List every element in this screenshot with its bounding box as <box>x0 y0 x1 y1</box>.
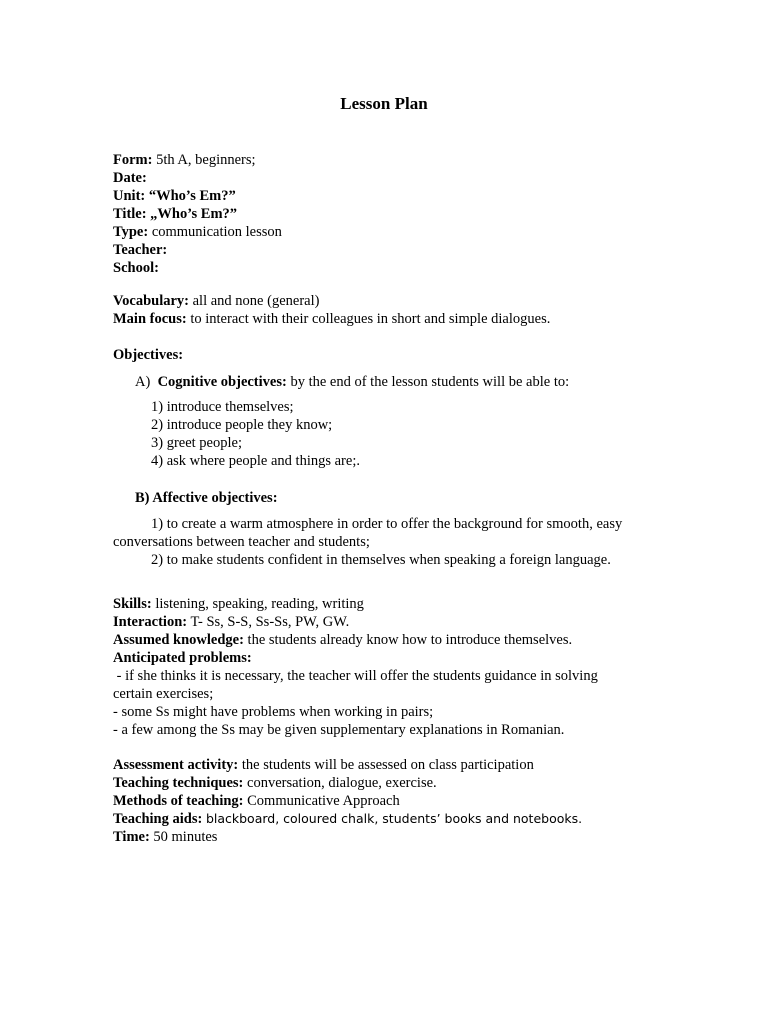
techniques-value: conversation, dialogue, exercise. <box>247 775 437 791</box>
affective-p1-line1: 1) to create a warm atmosphere in order to offer the background for smooth, easy <box>151 516 623 532</box>
assumed-knowledge-label: Assumed knowledge: <box>113 632 244 648</box>
problem-item: - some Ss might have problems when working in pairs; <box>113 704 434 720</box>
objectives-heading <box>113 346 673 364</box>
school-label: School: <box>113 260 159 276</box>
affective-objectives-heading <box>135 489 278 507</box>
skills-line <box>113 595 673 613</box>
anticipated-problems-line <box>113 649 673 667</box>
methods-label: Methods of teaching: <box>113 793 244 809</box>
objectives-section <box>113 346 673 364</box>
interaction-line <box>113 613 673 631</box>
techniques-line <box>113 774 673 792</box>
type-line <box>113 223 673 241</box>
affective-p2: 2) to make students confident in themselves when speaking a foreign language. <box>151 552 611 568</box>
cognitive-label: Cognitive objectives: <box>157 374 287 390</box>
assessment-value: the students will be assessed on class participation <box>241 757 534 773</box>
assumed-knowledge-line <box>113 631 673 649</box>
problem-item: - if she thinks it is necessary, the teacher will offer the students guidance in solving <box>113 668 598 684</box>
focus-block <box>113 292 673 328</box>
vocabulary-line <box>113 292 673 310</box>
type-label: Type: <box>113 224 149 240</box>
cognitive-list <box>151 398 360 470</box>
skills-block <box>113 595 673 739</box>
affective-paragraph <box>113 515 653 569</box>
form-value: 5th A, beginners; <box>156 152 256 168</box>
problem-item: certain exercises; <box>113 686 214 702</box>
interaction-value: T- Ss, S-S, Ss-Ss, PW, GW. <box>190 614 350 630</box>
header-info <box>113 151 673 277</box>
assessment-block <box>113 756 673 846</box>
assessment-line <box>113 756 673 774</box>
methods-value: Communicative Approach <box>247 793 400 809</box>
time-label: Time: <box>113 829 150 845</box>
teaching-aids-label: Teaching aids: <box>113 811 203 827</box>
methods-line <box>113 792 673 810</box>
unit-label: Unit: “Who’s Em?” <box>113 188 236 204</box>
time-value: 50 minutes <box>153 829 218 845</box>
cognitive-marker: A) <box>135 374 151 390</box>
main-focus-label: Main focus: <box>113 311 187 327</box>
list-item: 1) introduce themselves; <box>151 399 294 415</box>
cognitive-objectives-line <box>135 373 569 391</box>
teacher-label: Teacher: <box>113 242 168 258</box>
anticipated-problems-label: Anticipated problems: <box>113 650 252 666</box>
unit-line <box>113 187 673 205</box>
main-focus-value: to interact with their colleagues in short and simple dialogues. <box>190 311 551 327</box>
list-item: 4) ask where people and things are;. <box>151 453 360 469</box>
problem-item: - a few among the Ss may be given supplementary explanations in Romanian. <box>113 722 565 738</box>
type-value: communication lesson <box>151 224 282 240</box>
page-title: Lesson Plan <box>340 94 428 113</box>
title-label: Title: „Who’s Em?” <box>113 206 238 222</box>
main-focus-line <box>113 310 673 328</box>
vocabulary-value: all and none (general) <box>192 293 320 309</box>
affective-heading-text: B) Affective objectives: <box>135 490 278 506</box>
teaching-aids-line <box>113 810 673 828</box>
date-label: Date: <box>113 170 147 186</box>
cognitive-text: by the end of the lesson students will be able to: <box>290 374 570 390</box>
assumed-knowledge-value: the students already know how to introduce themselves. <box>247 632 573 648</box>
school-line <box>113 259 673 277</box>
vocabulary-label: Vocabulary: <box>113 293 189 309</box>
list-item: 2) introduce people they know; <box>151 417 333 433</box>
techniques-label: Teaching techniques: <box>113 775 244 791</box>
list-item: 3) greet people; <box>151 435 242 451</box>
form-label: Form: <box>113 152 153 168</box>
affective-p1-line2: conversations between teacher and students; <box>113 534 370 550</box>
skills-value: listening, speaking, reading, writing <box>155 596 364 612</box>
teacher-line <box>113 241 673 259</box>
time-line <box>113 828 673 846</box>
teaching-aids-value: blackboard, coloured chalk, students’ books and notebooks. <box>205 811 583 826</box>
skills-label: Skills: <box>113 596 152 612</box>
title-line <box>113 205 673 223</box>
date-line <box>113 169 673 187</box>
objectives-heading-text: Objectives: <box>113 347 184 363</box>
assessment-label: Assessment activity: <box>113 757 239 773</box>
interaction-label: Interaction: <box>113 614 188 630</box>
form-line <box>113 151 673 169</box>
